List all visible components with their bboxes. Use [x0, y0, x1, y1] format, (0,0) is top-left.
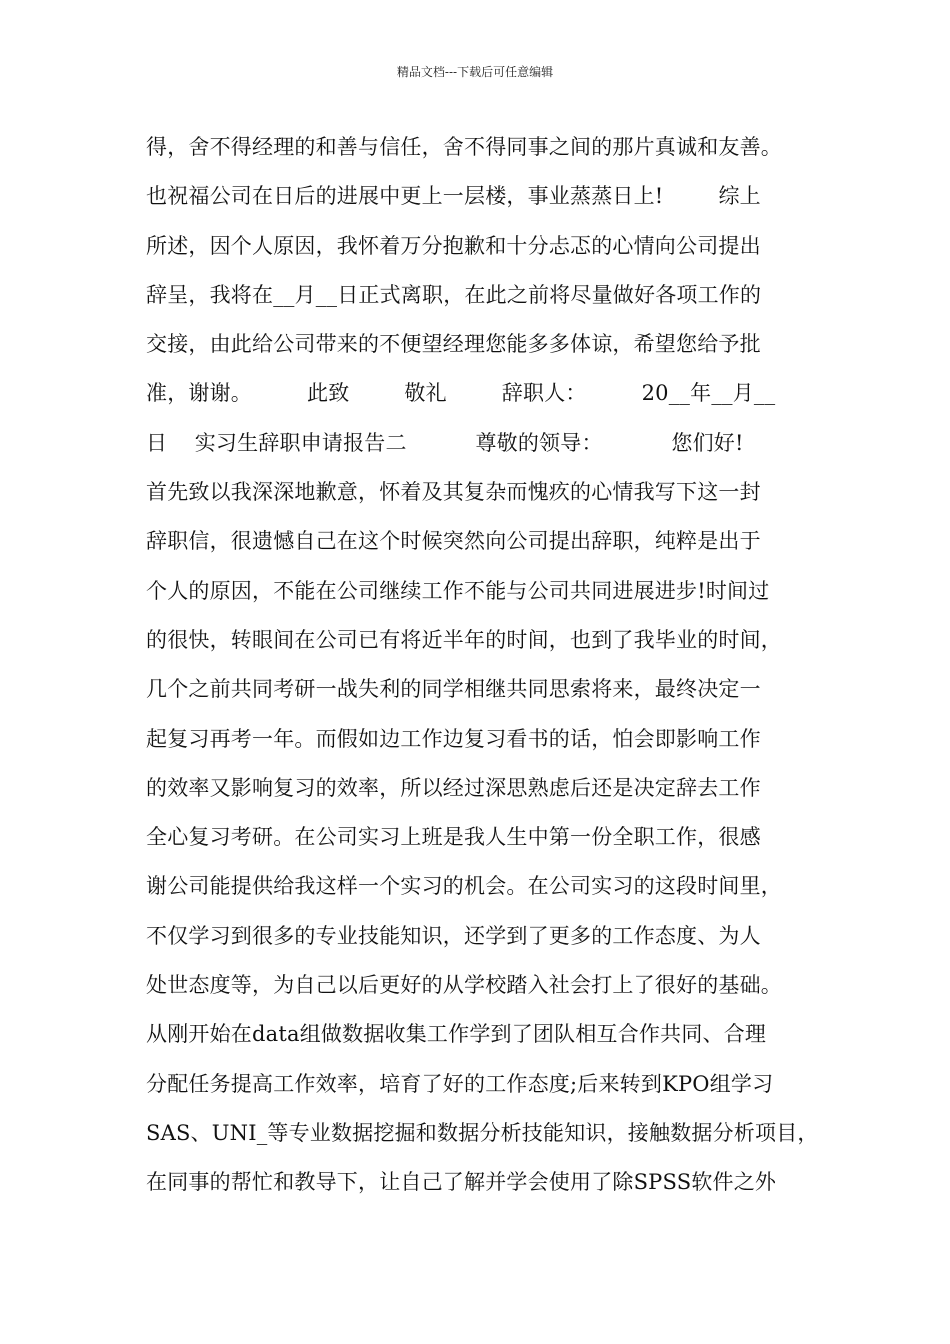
text-line-3: 所述，因个人原因，我怀着万分抱歉和十分忐忑的心情向公司提出 [146, 233, 761, 258]
text-line-18: 处世态度等，为自己以后更好的从学校踏入社会打上了很好的基础。 [146, 973, 782, 998]
text-line-14: 的效率又影响复习的效率，所以经过深思熟虑后还是决定辞去工作 [146, 775, 761, 800]
text-line-15: 全心复习考研。在公司实习上班是我人生中第一份全职工作，很感 [146, 825, 761, 850]
text-line-13: 起复习再考一年。而假如边工作边复习看书的话，怕会即影响工作 [146, 726, 761, 751]
document-body [146, 129, 836, 1214]
page-header: 精品文档---下载后可任意编辑 [396, 65, 554, 79]
text-line-6: 准，谢谢。 此致 敬礼 辞职人： 20__年__月__ [146, 381, 776, 406]
text-line-11: 的很快，转眼间在公司已有将近半年的时间，也到了我毕业的时间， [146, 627, 782, 652]
text-line-2: 也祝福公司在日后的进展中更上一层楼，事业蒸蒸日上! 综上 [146, 184, 761, 209]
text-line-7: 日 实习生辞职申请报告二 尊敬的领导： 您们好! [146, 430, 744, 455]
text-line-1: 得，舍不得经理的和善与信任，舍不得同事之间的那片真诚和友善。 [146, 135, 782, 159]
text-line-21: SAS、UNI_等专业数据挖掘和数据分析技能知识，接触数据分析项目， [146, 1120, 819, 1145]
text-line-9: 辞职信，很遗憾自己在这个时候突然向公司提出辞职，纯粹是出于 [146, 529, 761, 554]
text-line-22: 在同事的帮忙和教导下，让自己了解并学会使用了除SPSS软件之外 [146, 1170, 777, 1195]
text-line-20: 分配任务提高工作效率，培育了好的工作态度;后来转到KPO组学习 [146, 1071, 774, 1096]
text-line-17: 不仅学习到很多的专业技能知识，还学到了更多的工作态度、为人 [146, 923, 761, 948]
text-line-16: 谢公司能提供给我这样一个实习的机会。在公司实习的这段时间里， [146, 874, 782, 899]
text-line-4: 辞呈，我将在__月__日正式离职，在此之前将尽量做好各项工作的 [146, 282, 762, 307]
text-line-8: 首先致以我深深地歉意，怀着及其复杂而愧疚的心情我写下这一封 [146, 480, 761, 505]
text-line-10: 个人的原因，不能在公司继续工作不能与公司共同进展进步!时间过 [146, 578, 770, 603]
text-line-5: 交接，由此给公司带来的不便望经理您能多多体谅，希望您给予批 [146, 332, 761, 357]
text-line-19: 从刚开始在data组做数据收集工作学到了团队相互合作共同、合理 [146, 1022, 767, 1047]
text-line-12: 几个之前共同考研一战失利的同学相继共同思索将来，最终决定一 [146, 677, 761, 702]
